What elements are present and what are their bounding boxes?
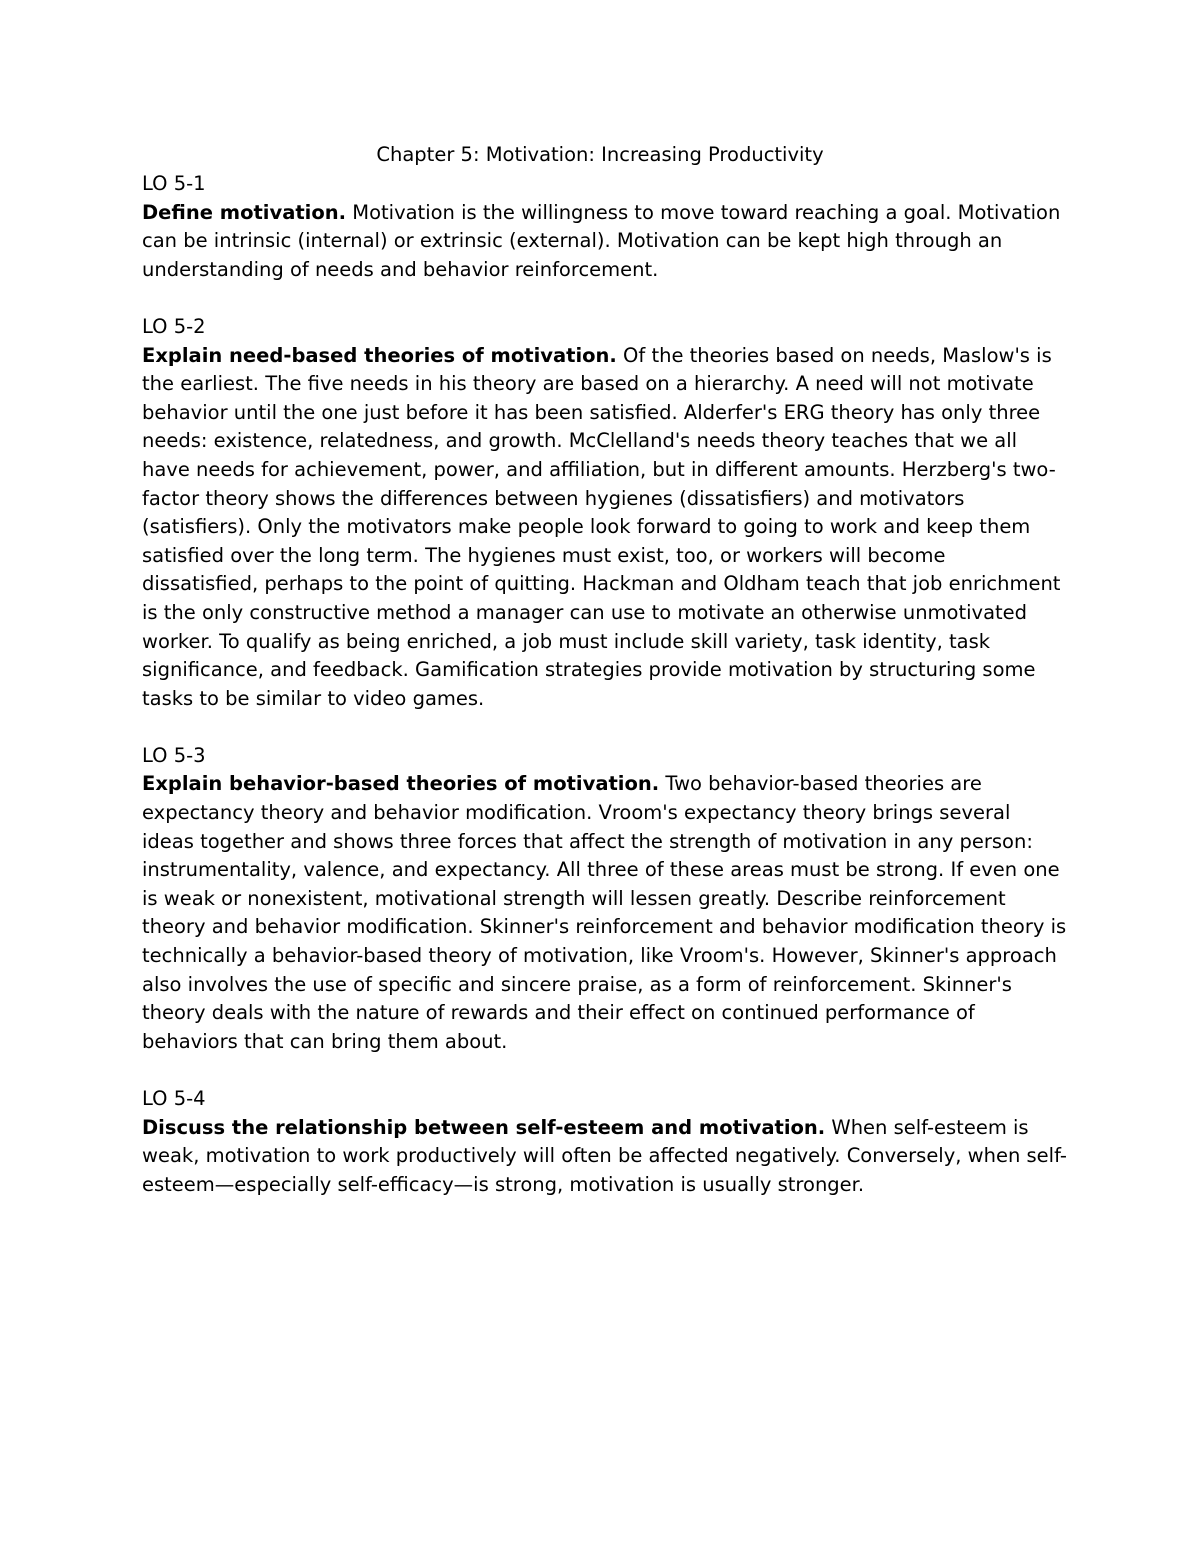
section-heading: Define motivation. bbox=[142, 200, 347, 224]
section-body: Two behavior-based theories are expectancy theory and behavior modification. Vroom's expectancy theory brings several ideas together and shows three forces that affect the strength of motivation in any person: instrumentality, valence, and expectancy. All three of these areas must be strong. If even one is weak or nonexistent, motivational strength will lessen greatly. Describe reinforcement theory and behavior modification. Skinner's reinforcement and behavior modification theory is technically a behavior-based theory of motivation, like Vroom's. However, Skinner's approach also involves the use of specific and sincere praise, as a form of reinforcement. Skinner's theory deals with the nature of rewards and their effect on continued performance of behaviors that can bring them about. bbox=[142, 772, 1067, 1053]
document-body bbox=[142, 170, 1067, 1228]
section-paragraph bbox=[142, 342, 1067, 714]
section-label: LO 5-4 bbox=[142, 1087, 206, 1110]
section-lo-5-1 bbox=[142, 170, 1067, 284]
section-heading: Discuss the relationship between self-esteem and motivation. bbox=[142, 1115, 826, 1139]
section-heading: Explain need-based theories of motivation. bbox=[142, 343, 617, 367]
section-heading: Explain behavior-based theories of motivation. bbox=[142, 772, 660, 796]
section-lo-5-4 bbox=[142, 1085, 1067, 1199]
section-paragraph bbox=[142, 770, 1067, 1056]
page-title: Chapter 5: Motivation: Increasing Productivity bbox=[376, 143, 824, 166]
section-body: Of the theories based on needs, Maslow's is the earliest. The five needs in his theory are based on a hierarchy. A need will not motivate behavior until the one just before it has been satisfied. Alderfer's ERG theory has only three needs: existence, relatedness, and growth. McClelland's needs theory teaches that we all have needs for achievement, power, and affiliation, but in different amounts. Herzberg's two-factor theory shows the differences between hygienes (dissatisfiers) and motivators (satisfiers). Only the motivators make people look forward to going to work and keep them satisfied over the long term. The hygienes must exist, too, or workers will become dissatisfied, perhaps to the point of quitting. Hackman and Oldham teach that job enrichment is the only constructive method a manager can use to motivate an otherwise unmotivated worker. To qualify as being enriched, a job must include skill variety, task identity, task significance, and feedback. Gamification strategies provide motivation by structuring some tasks to be similar to video games. bbox=[142, 343, 1061, 710]
section-label: LO 5-1 bbox=[142, 172, 206, 195]
section-lo-5-3 bbox=[142, 742, 1067, 1057]
section-paragraph bbox=[142, 199, 1067, 285]
section-label: LO 5-2 bbox=[142, 314, 206, 338]
section-paragraph bbox=[142, 1114, 1067, 1200]
section-body: When self-esteem is weak, motivation to work productively will often be affected negatively. Conversely, when self-esteem—especially self-efficacy—is strong, motivation is usually stronger. bbox=[142, 1115, 1067, 1196]
section-body: Motivation is the willingness to move toward reaching a goal. Motivation can be intrinsic (internal) or extrinsic (external). Motivation can be kept high through an understanding of needs and behavior reinforcement. bbox=[142, 200, 1061, 281]
section-label: LO 5-3 bbox=[142, 743, 206, 767]
section-lo-5-2 bbox=[142, 313, 1067, 713]
